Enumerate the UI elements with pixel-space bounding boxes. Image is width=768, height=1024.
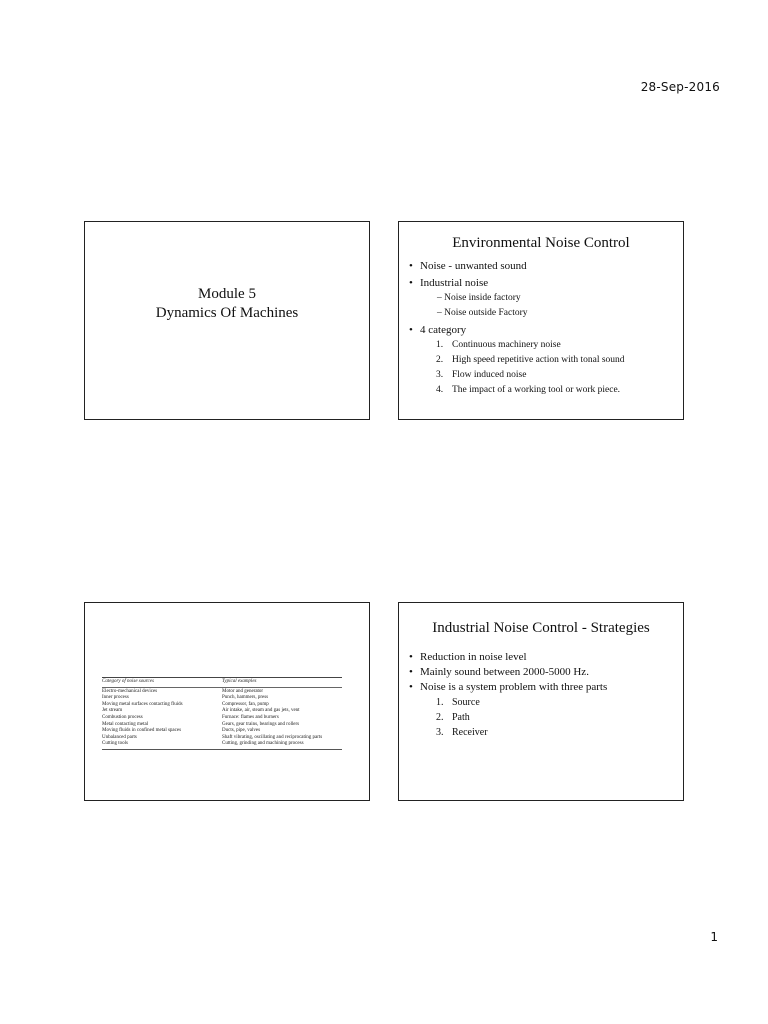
numbered-item	[436, 338, 683, 353]
numbered-item	[436, 383, 683, 398]
item-number: 2.	[436, 712, 444, 723]
table-row	[102, 702, 342, 709]
bullet-text: 4 category	[420, 324, 467, 336]
numbered-item	[436, 725, 683, 740]
module-label: Module 5	[198, 286, 256, 302]
bullet-text: Noise - unwanted sound	[420, 260, 527, 272]
bullet-list	[399, 259, 683, 398]
item-text: High speed repetitive action with tonal sound	[452, 355, 625, 365]
bullet-item	[409, 665, 683, 680]
item-text: Source	[452, 697, 480, 708]
table-header	[102, 677, 342, 688]
item-number: 1.	[436, 340, 444, 350]
slide-environmental-noise	[398, 221, 684, 420]
slide-title: Industrial Noise Control - Strategies	[432, 620, 650, 636]
table-row	[102, 695, 342, 702]
table-cell: Unbalanced parts	[102, 734, 137, 740]
table-cell: Cutting, grinding and machining process	[222, 741, 304, 747]
bullet-text: Mainly sound between 2000-5000 Hz.	[420, 666, 589, 678]
table-cell: Combustion process	[102, 714, 143, 720]
slide-industrial-noise-strategies	[398, 602, 684, 801]
table-bottom-rule	[102, 749, 342, 750]
slide-title-block	[85, 285, 369, 323]
column-header: Typical examples	[222, 679, 257, 684]
table-row	[102, 708, 342, 715]
table-cell: Ducts, pipe, valves	[222, 728, 261, 734]
item-number: 4.	[436, 385, 444, 395]
table-cell: Moving metal surfaces contacting fluids	[102, 701, 183, 707]
table-cell: Compressor, fan, pump	[222, 701, 269, 707]
table-cell: Jet stream	[102, 708, 123, 714]
item-number: 3.	[436, 370, 444, 380]
table-cell: Furnace: flames and burners	[222, 714, 279, 720]
table-cell: Cutting tools	[102, 741, 128, 747]
table-cell: Moving fluids in confined metal spaces	[102, 728, 182, 734]
table-cell: Punch, hammers, press	[222, 695, 269, 701]
item-text: Flow induced noise	[452, 370, 527, 380]
column-header: Category of noise sources	[102, 679, 154, 684]
bullet-list	[399, 650, 683, 740]
table-row	[102, 728, 342, 735]
table-row	[102, 689, 342, 696]
item-number: 1.	[436, 697, 444, 708]
noise-sources-table	[102, 677, 342, 750]
bullet-text: Noise is a system problem with three parts	[420, 681, 608, 693]
item-number: 3.	[436, 727, 444, 738]
table-row	[102, 722, 342, 729]
item-text: Continuous machinery noise	[452, 340, 561, 350]
slide-module-title	[84, 221, 370, 420]
item-number: 2.	[436, 355, 444, 365]
sub-list	[420, 291, 683, 321]
numbered-item	[436, 368, 683, 383]
bullet-item	[409, 259, 683, 274]
numbered-list	[420, 338, 683, 398]
bullet-item	[409, 650, 683, 665]
numbered-item	[436, 710, 683, 725]
table-row	[102, 735, 342, 742]
table-row	[102, 741, 342, 748]
table-cell: Metal contacting metal	[102, 721, 149, 727]
module-subject: Dynamics Of Machines	[155, 305, 299, 321]
table-cell: Inner process	[102, 695, 129, 701]
numbered-item	[436, 695, 683, 710]
document-date: 28-Sep-2016	[640, 80, 720, 94]
item-text: Path	[452, 712, 470, 723]
page-number: 1	[710, 930, 718, 944]
table-cell: Shaft vibrating, oscillating and reciprocating parts	[222, 734, 323, 740]
bullet-item	[409, 276, 683, 321]
bullet-text: Industrial noise	[420, 277, 489, 289]
table-cell: Air intake, air, steam and gas jets, vent	[222, 708, 300, 714]
slide-title: Environmental Noise Control	[452, 235, 630, 251]
table-cell: Gears, gear trains, bearings and rollers	[222, 721, 300, 727]
sub-item: – Noise inside factory	[437, 293, 521, 303]
bullet-text: Reduction in noise level	[420, 651, 527, 663]
numbered-list	[420, 695, 683, 740]
sub-item: – Noise outside Factory	[437, 308, 528, 318]
item-text: Receiver	[452, 727, 488, 738]
table-row	[102, 715, 342, 722]
bullet-item	[409, 680, 683, 740]
table-cell: Motor and generator	[222, 688, 264, 694]
numbered-item	[436, 353, 683, 368]
bullet-item	[409, 323, 683, 398]
item-text: The impact of a working tool or work piece.	[452, 385, 621, 395]
slide-noise-sources-table	[84, 602, 370, 801]
table-cell: Electro-mechanical devices	[102, 688, 158, 694]
